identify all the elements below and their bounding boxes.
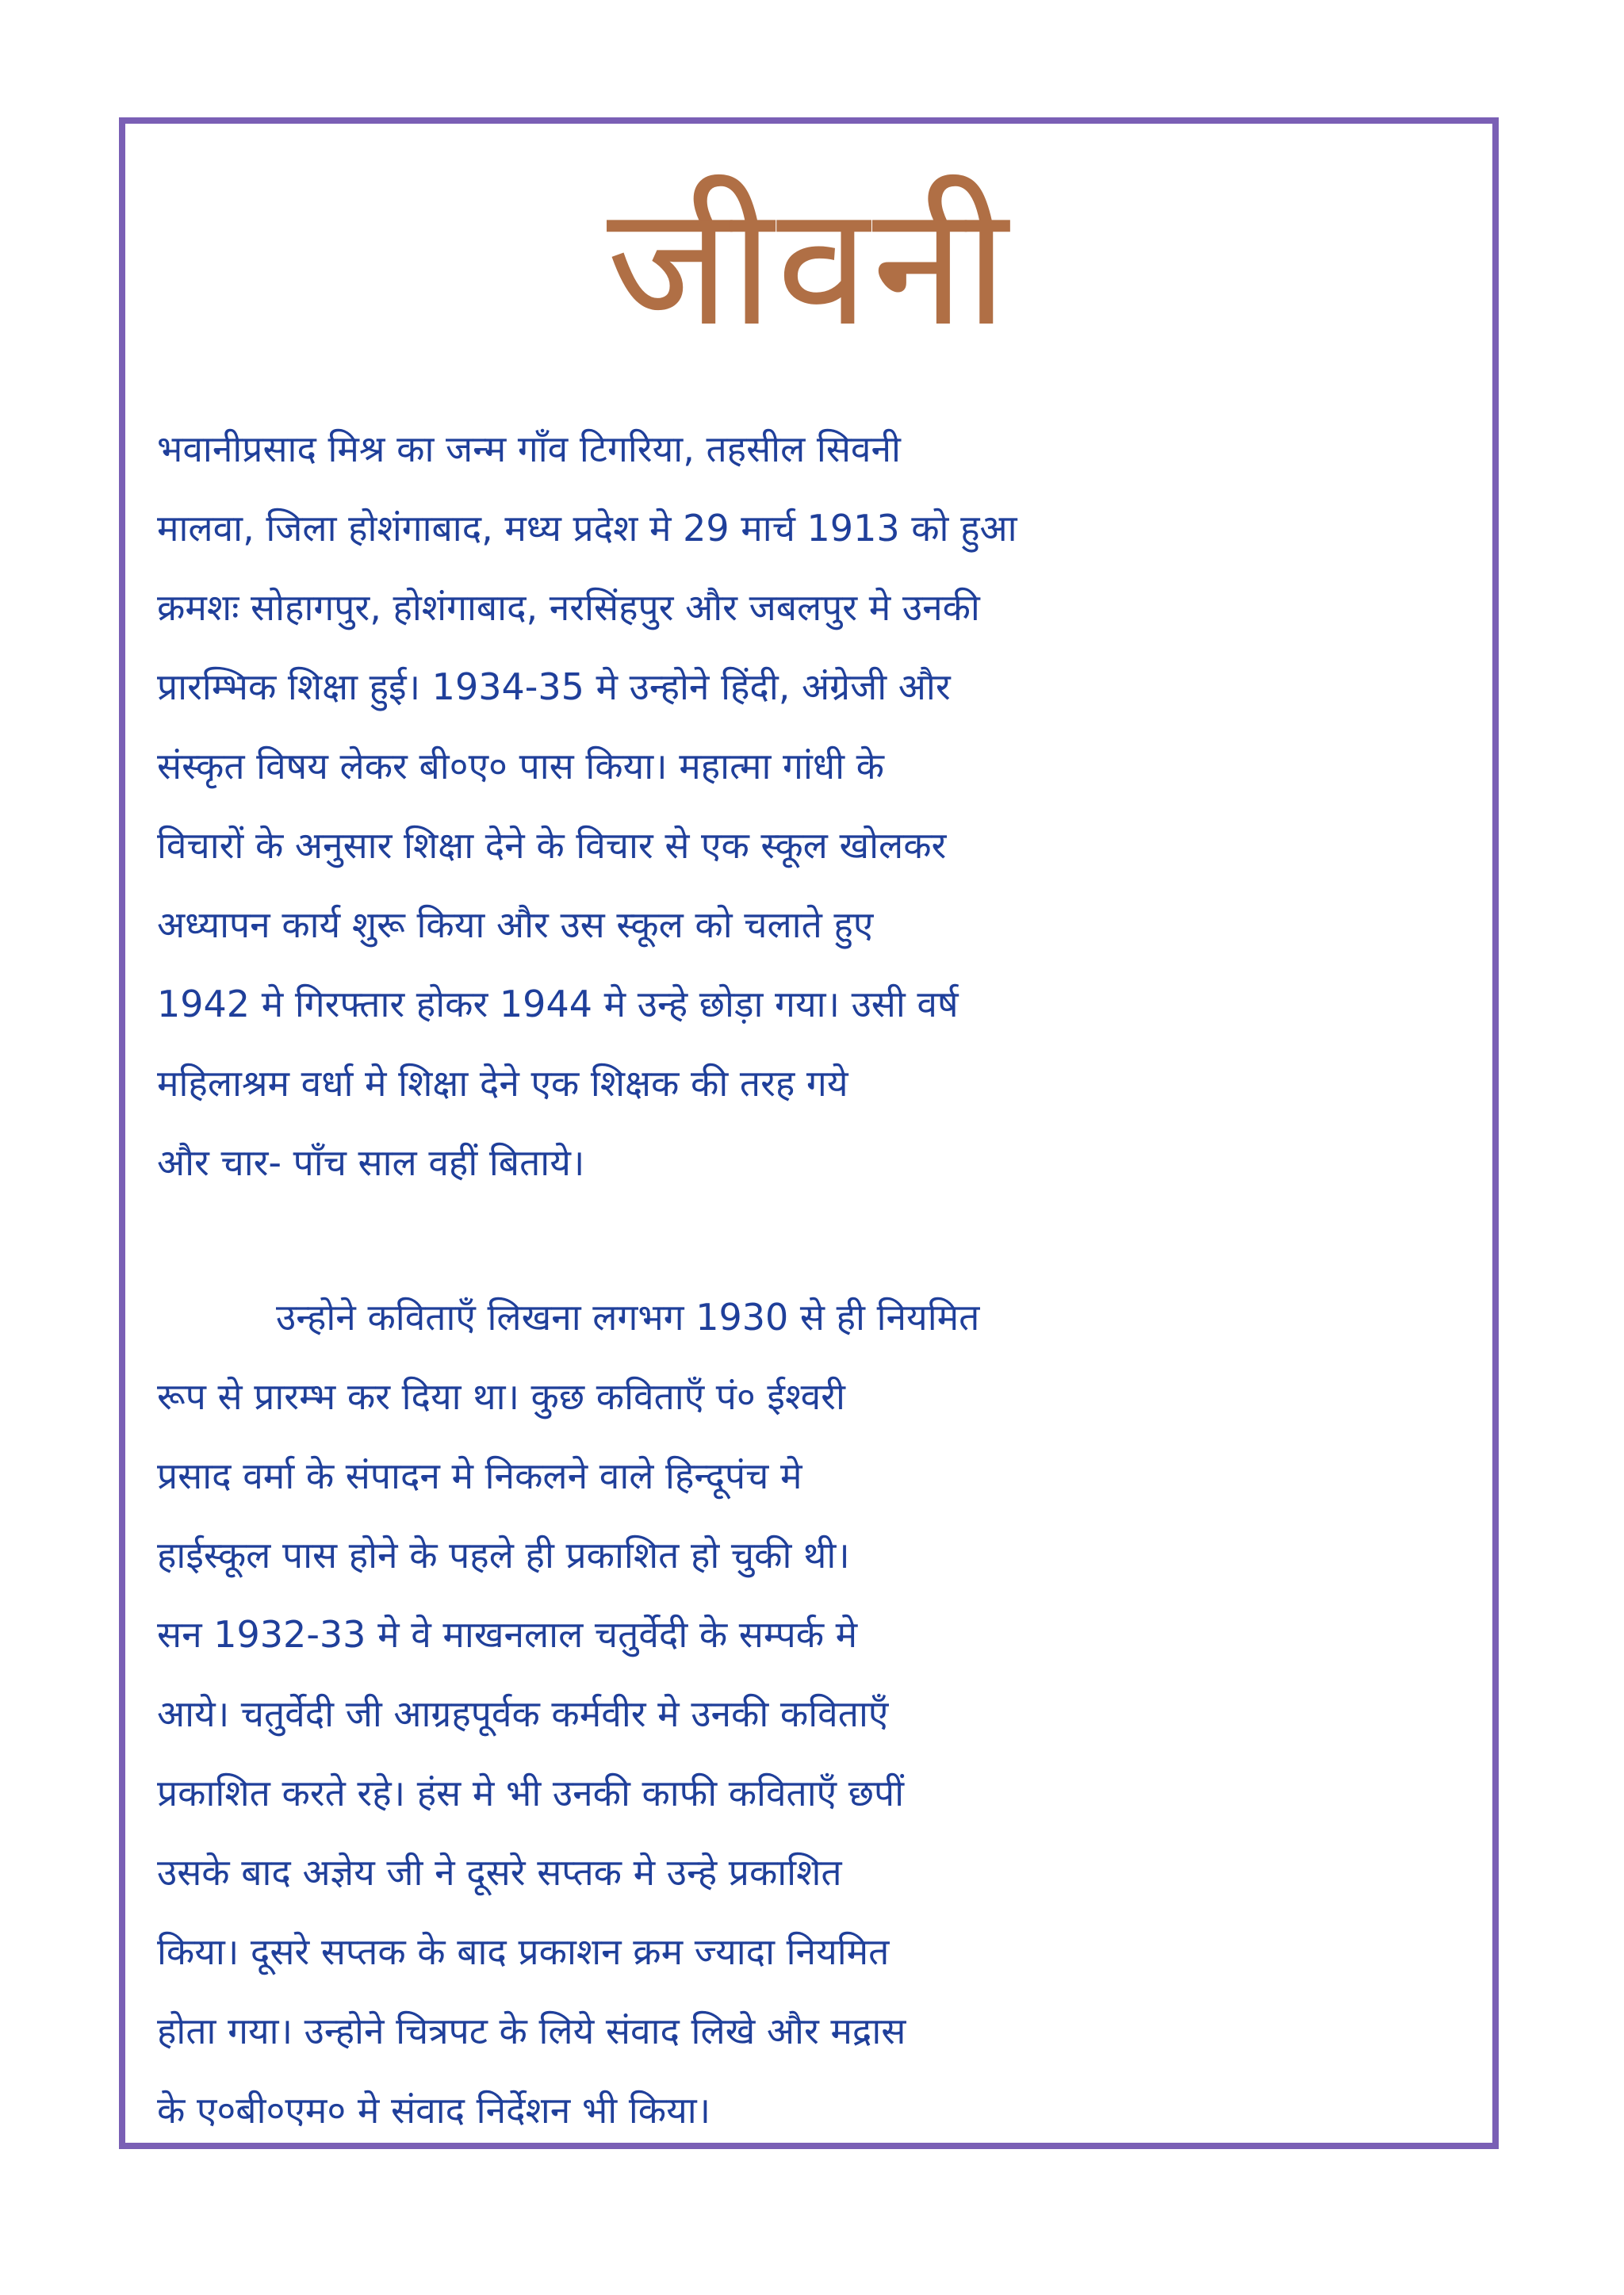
- text-line: 1942 मे गिरफ्तार होकर 1944 मे उन्हे छोड़ा गया। उसी वर्ष: [157, 983, 959, 1025]
- text-line: आये। चतुर्वेदी जी आग्रहपूर्वक कर्मवीर मे उनकी कविताएँ: [157, 1692, 889, 1735]
- paragraph-2: [157, 1278, 1469, 2150]
- text-line: किया। दूसरे सप्तक के बाद प्रकाशन क्रम ज्यादा नियमित: [157, 1930, 890, 1973]
- text-line: उन्होने कविताएँ लिखना लगभग 1930 से ही नियमित: [276, 1296, 980, 1339]
- text-line: विचारों के अनुसार शिक्षा देने के विचार से एक स्कूल खोलकर: [157, 824, 947, 867]
- notebook-page-frame: [119, 117, 1499, 2149]
- text-line: क्रमशः सोहागपुर, होशंगाबाद, नरसिंहपुर और जबलपुर मे उनकी: [157, 586, 980, 629]
- text-line: संस्कृत विषय लेकर बी०ए० पास किया। महात्मा गांधी के: [157, 745, 885, 787]
- text-line: प्रारम्भिक शिक्षा हुई। 1934-35 मे उन्होने हिंदी, अंग्रेजी और: [157, 665, 951, 708]
- text-line: रूप से प्रारम्भ कर दिया था। कुछ कविताएँ पं० ईश्वरी: [157, 1375, 845, 1418]
- text-line: प्रसाद वर्मा के संपादन मे निकलने वाले हिन्दूपंच मे: [157, 1454, 802, 1497]
- text-line: और चार- पाँच साल वहीं बिताये।: [157, 1141, 585, 1184]
- text-line: भवानीप्रसाद मिश्र का जन्म गाँव टिगरिया, तहसील सिवनी: [157, 427, 901, 470]
- text-line: के ए०बी०एम० मे संवाद निर्देशन भी किया।: [157, 2089, 711, 2132]
- text-line: हाईस्कूल पास होने के पहले ही प्रकाशित हो चुकी थी।: [157, 1534, 850, 1577]
- page-title: जीवनी: [607, 169, 1011, 363]
- text-line: प्रकाशित करते रहे। हंस मे भी उनकी काफी कविताएँ छपीं: [157, 1772, 905, 1814]
- text-line: अध्यापन कार्य शुरू किया और उस स्कूल को चलाते हुए: [157, 903, 874, 946]
- text-line: सन 1932-33 मे वे माखनलाल चतुर्वेदी के सम्पर्क मे: [157, 1613, 858, 1656]
- text-line: होता गया। उन्होने चित्रपट के लिये संवाद लिखे और मद्रास: [157, 2010, 906, 2052]
- text-line: महिलाश्रम वर्धा मे शिक्षा देने एक शिक्षक की तरह गये: [157, 1062, 848, 1105]
- text-line: उसके बाद अज्ञेय जी ने दूसरे सप्तक मे उन्हे प्रकाशित: [157, 1851, 842, 1894]
- text-line: मालवा, जिला होशंगाबाद, मध्य प्रदेश मे 29 मार्च 1913 को हुआ: [157, 507, 1017, 550]
- paragraph-1: [157, 409, 1469, 1202]
